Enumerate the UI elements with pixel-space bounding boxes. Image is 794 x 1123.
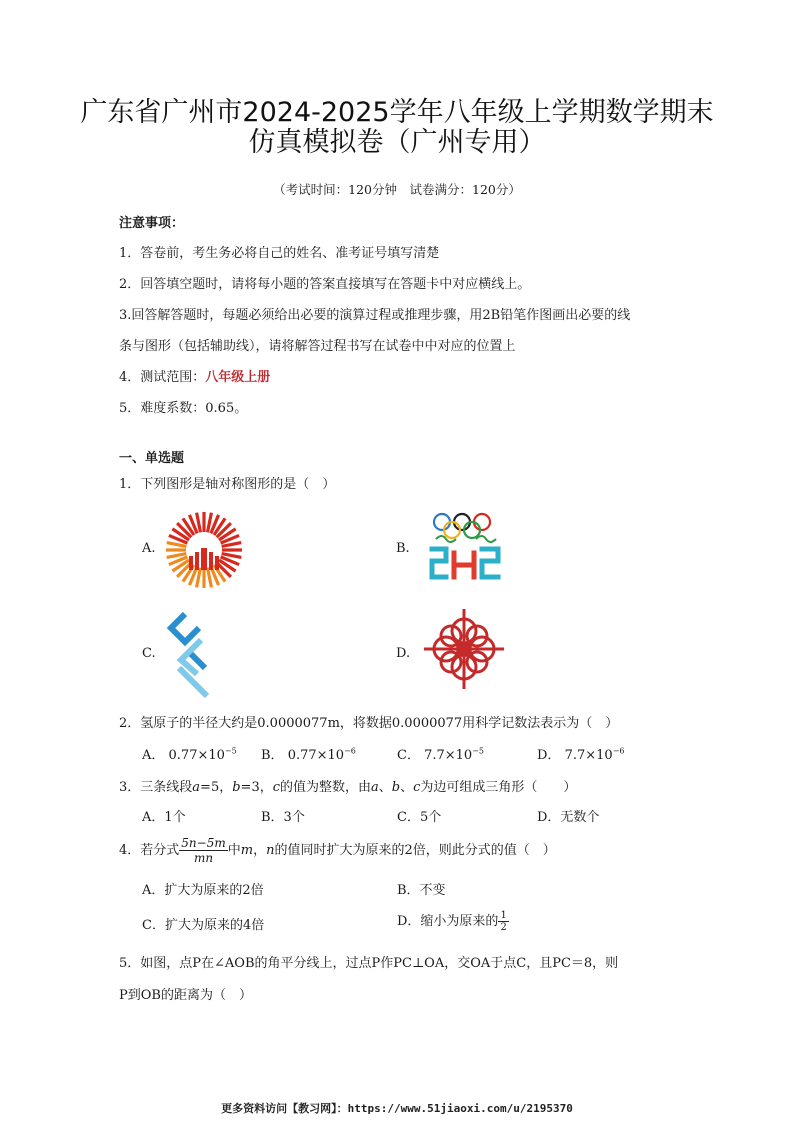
logo-a-image	[164, 510, 244, 594]
page-title-line2: 仿真模拟卷（广州专用）	[248, 127, 546, 158]
q3-option-b: B．3个	[261, 810, 305, 825]
logo-b-image	[426, 509, 506, 589]
q2-option-b: B． $0.77\times 10^{-6}$	[261, 746, 356, 763]
note-item-2: 2．回答填空题时，请将每小题的答案直接填写在答题卡中对应横线上。	[119, 277, 531, 292]
note-item-4	[119, 366, 270, 385]
q1-option-b-label: B.	[396, 541, 410, 556]
q4-option-a: A．扩大为原来的2倍	[142, 883, 264, 898]
q4-fraction: $\frac{5n-5m}{mn}$	[181, 836, 226, 865]
q1-stem: 1．下列图形是轴对称图形的是（ ）	[119, 477, 336, 492]
q3-stem: 3．三条线段a=5，b=3，c的值为整数，由a、b、c为边可组成三角形（ ）	[119, 780, 577, 795]
q5-stem-line2: P到OB的距离为（ ）	[119, 988, 252, 1003]
q5-stem-line1: 5．如图，点P在∠AOB的角平分线上，过点P作PC⊥OA，交OA于点C，且PC＝8，则	[119, 956, 619, 971]
q4-option-d: D．缩小为原来的 $\frac{1}{2}$	[397, 910, 507, 933]
q3-option-d: D．无数个	[537, 810, 600, 825]
note-item-5: 5．难度系数：0.65。	[119, 401, 248, 416]
q3-option-c: C．5个	[397, 810, 442, 825]
q2-option-c: C． $7.7\times 10^{-5}$	[397, 746, 484, 763]
q4-option-b: B．不变	[397, 883, 446, 898]
exam-info: （考试时间：120分钟 试卷满分：120分）	[273, 182, 521, 197]
section-heading: 一、单选题	[119, 451, 185, 466]
q3-option-a: A．1个	[142, 810, 186, 825]
notes-heading: 注意事项：	[119, 216, 185, 231]
q4-option-d-fraction: $\frac{1}{2}$	[500, 910, 507, 933]
note-item-4-prefix: 4．测试范围：	[119, 370, 206, 385]
q2-option-d: D． $7.7\times 10^{-6}$	[537, 746, 625, 763]
q2-stem: 2．氢原子的半径大约是0.0000077m，将数据0.0000077用科学记数法表示为（ ）	[119, 716, 619, 731]
q4-option-c: C．扩大为原来的4倍	[142, 918, 265, 933]
q2-option-a: A． $0.77\times 10^{-5}$	[142, 746, 237, 763]
note-item-3-line1: 3.回答解答题时，每题必须给出必要的演算过程或推理步骤，用2B铅笔作图画出必要的线	[119, 308, 631, 323]
q1-option-d-label: D.	[396, 646, 411, 661]
footer-link[interactable]: 更多资料访问【教习网】：https://www.51jiaoxi.com/u/2195370	[221, 1102, 573, 1115]
test-scope: 八年级上册	[205, 370, 271, 385]
logo-c-image	[165, 608, 215, 702]
note-item-1: 1．答卷前，考生务必将自己的姓名、准考证号填写清楚	[119, 246, 440, 261]
note-item-3-line2: 条与图形（包括辅助线），请将解答过程书写在试卷中中对应的位置上	[119, 339, 516, 354]
q1-option-a-label: A.	[142, 541, 156, 556]
q4-stem: 4．若分式 $\frac{5n-5m}{mn}$ 中m，n的值同时扩大为原来的2倍，则此分式的值（ ）	[119, 836, 556, 865]
page-title-line1: 广东省广州市2024-2025学年八年级上学期数学期末	[80, 97, 714, 128]
logo-d-image	[424, 608, 504, 694]
q1-option-c-label: C.	[142, 646, 156, 661]
